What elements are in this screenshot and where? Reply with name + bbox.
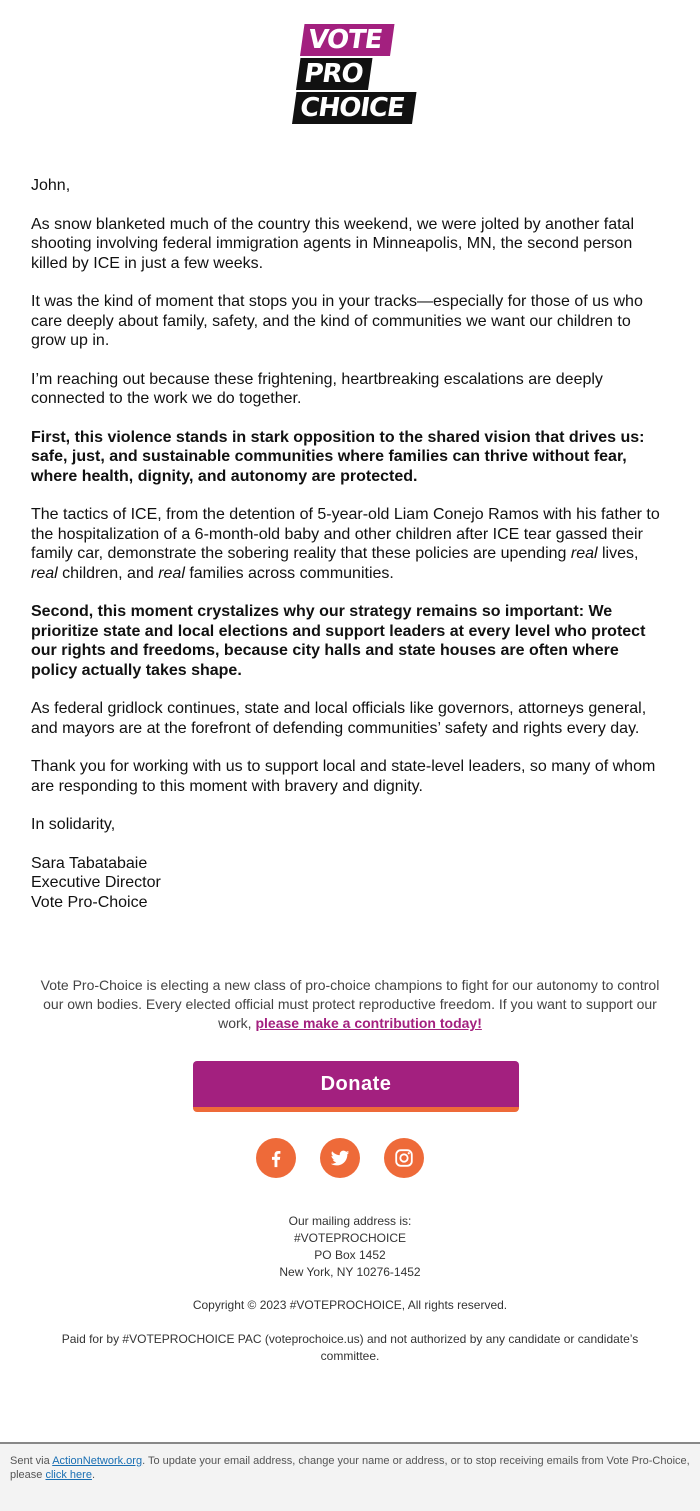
unsubscribe-link[interactable]: click here xyxy=(45,1469,92,1481)
vote-pro-choice-logo xyxy=(288,24,414,126)
donate-button[interactable]: Donate xyxy=(193,1061,519,1112)
p5-text-b: lives, xyxy=(597,545,639,562)
paragraph-5 xyxy=(31,505,669,583)
paragraph-4-bold: First, this violence stands in stark opposition to the shared vision that drives us: safe, just, and sustainable communities where families can thrive without fear, where health, dignity, and autonomy are protected. xyxy=(31,428,645,485)
p5-emphasis-2: real xyxy=(31,564,58,582)
twitter-link[interactable] xyxy=(320,1138,360,1178)
paid-for-disclaimer: Paid for by #VOTEPROCHOICE PAC (voteprochoice.us) and not authorized by any candidate or candidate’s committee. xyxy=(61,1332,639,1363)
p5-emphasis-3: real xyxy=(158,564,185,582)
paragraph-7: As federal gridlock continues, state and local officials like governors, attorneys general, and mayors are at the forefront of defending communities’ safety and rights every day. xyxy=(31,700,647,737)
sent-via-bar xyxy=(0,1442,700,1511)
closing: In solidarity, xyxy=(31,816,116,833)
mailing-org: #VOTEPROCHOICE xyxy=(293,1231,407,1245)
p5-text-d: families across communities. xyxy=(184,564,394,582)
paragraph-6-bold: Second, this moment crystalizes why our strategy remains so important: We prioritize state and local elections and support leaders at every level who protect our rights and freedoms, because city halls and state houses are often where policy actually takes shape. xyxy=(31,603,646,679)
mission-text: Vote Pro-Choice is electing a new class of pro-choice champions to fight for our autonomy to control our own bodies. Every elected official must protect reproductive freedom. If you want to support our work, xyxy=(40,977,660,1031)
mailing-city: New York, NY 10276-1452 xyxy=(279,1265,421,1279)
paragraph-1: As snow blanketed much of the country this weekend, we were jolted by another fatal shooting involving federal immigration agents in Minneapolis, MN, the second person killed by ICE in just a few weeks. xyxy=(31,215,635,272)
actionnetwork-link[interactable]: ActionNetwork.org xyxy=(52,1455,143,1467)
sent-suffix: . xyxy=(91,1469,96,1481)
mission-statement xyxy=(30,976,670,1033)
copyright: Copyright © 2023 #VOTEPROCHOICE, All rights reserved. xyxy=(192,1298,508,1312)
logo-line-choice: CHOICE xyxy=(292,92,416,124)
mailing-po-box: PO Box 1452 xyxy=(314,1248,386,1262)
paragraph-2: It was the kind of moment that stops you in your tracks—especially for those of us who care deeply about family, safety, and the kind of communities we want our children to grow up in. xyxy=(31,293,643,349)
sent-prefix: Sent via xyxy=(10,1455,53,1467)
mailing-label: Our mailing address is: xyxy=(288,1214,412,1228)
signature-title: Executive Director xyxy=(31,874,161,891)
paragraph-3: I’m reaching out because these frightening, heartbreaking escalations are deeply connected to the work we do together. xyxy=(31,370,603,407)
contribution-link[interactable]: please make a contribution today! xyxy=(255,1015,482,1031)
instagram-link[interactable] xyxy=(384,1138,424,1178)
logo-line-vote: VOTE xyxy=(300,24,394,56)
mailing-address xyxy=(50,1213,650,1281)
facebook-icon xyxy=(265,1147,287,1169)
facebook-link[interactable] xyxy=(256,1138,296,1178)
paragraph-8: Thank you for working with us to support local and state-level leaders, so many of whom are responding to this moment with bravery and dignity. xyxy=(31,758,656,795)
twitter-icon xyxy=(329,1147,351,1169)
sent-middle: . To update your email address, change your name or address, or to stop receiving emails from Vote Pro-Choice, please xyxy=(10,1455,690,1481)
p5-text-a: The tactics of ICE, from the detention of 5-year-old Liam Conejo Ramos with his father to the hospitalization of a 6-month-old baby and other children after ICE tear gassed their family car, demonstrate the sobering reality that these policies are upending xyxy=(31,506,660,562)
letter-body xyxy=(31,176,669,912)
p5-emphasis-1: real xyxy=(570,545,598,562)
p5-text-c: children, and xyxy=(57,564,159,582)
instagram-icon xyxy=(393,1147,415,1169)
signature-org: Vote Pro-Choice xyxy=(31,893,148,911)
greeting: John, xyxy=(31,177,71,194)
logo-line-pro: PRO xyxy=(296,58,372,90)
signature-name: Sara Tabatabaie xyxy=(31,854,148,872)
